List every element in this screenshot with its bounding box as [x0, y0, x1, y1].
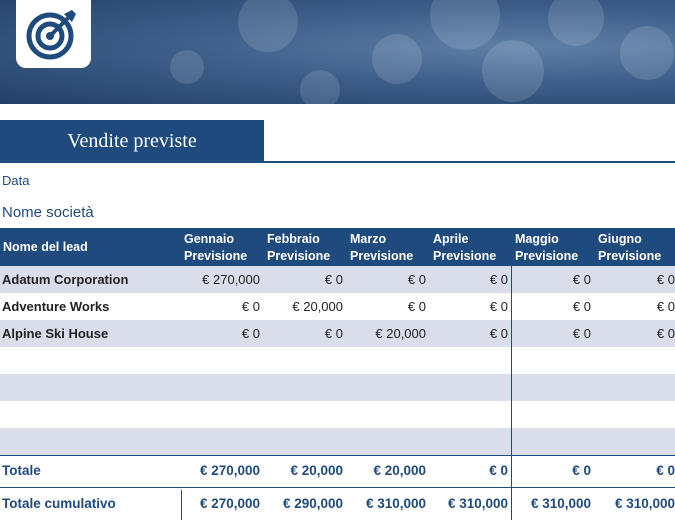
header-banner [0, 0, 675, 104]
bokeh-light [238, 0, 298, 52]
value-cell[interactable]: € 0 [656, 326, 675, 341]
cumulative-cell[interactable]: € 310,000 [447, 496, 508, 511]
column-header-month: Maggio Previsione [515, 232, 579, 263]
table-row[interactable] [0, 293, 675, 320]
cumulative-cell[interactable]: € 290,000 [282, 496, 343, 511]
column-header-month: Febbraio Previsione [267, 232, 331, 263]
value-cell[interactable]: € 0 [489, 326, 508, 341]
target-arrow-icon [26, 6, 80, 60]
value-cell[interactable]: € 0 [656, 272, 675, 287]
empty-row[interactable] [0, 401, 675, 428]
bokeh-light [548, 0, 604, 46]
cumulative-cell[interactable]: € 310,000 [365, 496, 426, 511]
column-header-month: Marzo Previsione [350, 232, 414, 263]
value-cell[interactable]: € 0 [572, 272, 591, 287]
column-separator [181, 490, 182, 520]
value-cell[interactable]: € 0 [241, 299, 260, 314]
value-cell[interactable]: € 0 [572, 299, 591, 314]
value-cell[interactable]: € 0 [324, 272, 343, 287]
value-cell[interactable]: € 0 [407, 299, 426, 314]
logo-tile [16, 0, 91, 68]
total-cell[interactable]: € 270,000 [199, 463, 260, 478]
column-separator [511, 228, 512, 520]
cumulative-label: Totale cumulativo [2, 496, 116, 511]
value-cell[interactable]: € 20,000 [292, 299, 343, 314]
column-header-lead: Nome del lead [3, 240, 88, 254]
value-cell[interactable]: € 270,000 [202, 272, 260, 287]
table-header-row [0, 228, 675, 266]
value-cell[interactable]: € 0 [489, 272, 508, 287]
lead-name-cell[interactable]: Alpine Ski House [2, 326, 109, 341]
total-cell[interactable]: € 20,000 [290, 463, 343, 478]
bokeh-light [372, 34, 422, 84]
total-cell[interactable]: € 0 [572, 463, 591, 478]
table-row[interactable] [0, 266, 675, 293]
column-header-month: Gennaio Previsione [184, 232, 248, 263]
column-header-month: Giugno Previsione [598, 232, 662, 263]
empty-row[interactable] [0, 374, 675, 401]
value-cell[interactable]: € 0 [324, 326, 343, 341]
divider [0, 487, 675, 488]
empty-row[interactable] [0, 428, 675, 455]
table-row[interactable] [0, 320, 675, 347]
value-cell[interactable]: € 0 [572, 326, 591, 341]
value-cell[interactable]: € 20,000 [375, 326, 426, 341]
cumulative-cell[interactable]: € 270,000 [199, 496, 260, 511]
total-cell[interactable]: € 20,000 [373, 463, 426, 478]
divider [0, 455, 675, 456]
total-label: Totale [2, 463, 41, 478]
cumulative-cell[interactable]: € 310,000 [614, 496, 675, 511]
value-cell[interactable]: € 0 [241, 326, 260, 341]
title-rule [0, 161, 675, 163]
total-row[interactable] [0, 457, 675, 485]
value-cell[interactable]: € 0 [656, 299, 675, 314]
bokeh-light [482, 40, 544, 102]
bokeh-light [620, 26, 674, 80]
date-label[interactable]: Data [2, 173, 30, 188]
total-cell[interactable]: € 0 [489, 463, 508, 478]
empty-row[interactable] [0, 347, 675, 374]
total-cell[interactable]: € 0 [656, 463, 675, 478]
cumulative-total-row[interactable] [0, 490, 675, 518]
bokeh-light [170, 50, 204, 84]
value-cell[interactable]: € 0 [407, 272, 426, 287]
value-cell[interactable]: € 0 [489, 299, 508, 314]
cumulative-cell[interactable]: € 310,000 [530, 496, 591, 511]
bokeh-light [300, 70, 340, 104]
page-title: Vendite previste [0, 120, 264, 162]
lead-name-cell[interactable]: Adventure Works [2, 299, 110, 314]
column-header-month: Aprile Previsione [433, 232, 497, 263]
lead-name-cell[interactable]: Adatum Corporation [2, 272, 129, 287]
company-name-label[interactable]: Nome società [2, 204, 94, 221]
bokeh-light [430, 0, 500, 50]
